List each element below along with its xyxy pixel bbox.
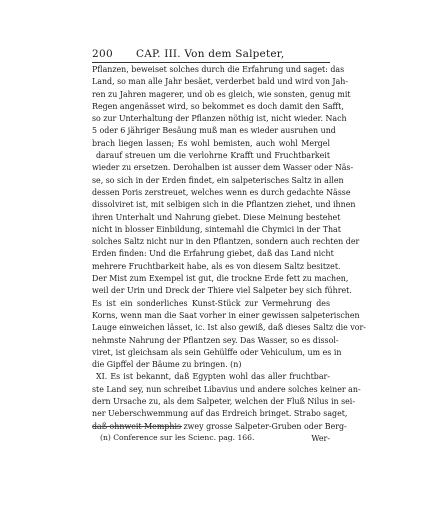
catchword: Wer- [311,433,330,443]
footnote: (n) Conference sur les Scienc. pag. 166. [100,433,255,442]
text-line: nicht in blosser Einbildung, sintemahl die Chymici in der That [92,224,341,234]
running-header [92,47,330,61]
text-line: ner Ueberschwemmung auf das Erdreich bringet. Strabo saget, [92,409,348,419]
text-line: Der Mist zum Exempel ist gut, die trockne Erde fett zu machen, [92,274,349,284]
text-line: Erden finden: Und die Erfahrung giebet, daß das Land nicht [92,249,334,259]
text-line: ihren Unterhalt und Nahrung giebet. Diese Meinung bestehet [92,212,341,222]
body-text [92,64,366,445]
text-line: XI. Es ist bekannt, daß Egypten wohl das aller fruchtbar- [96,372,330,382]
text-line: Land, so man alle Jahr besäet, verderbet bald und wird von Jah- [92,77,349,87]
text-line: 5 oder 6 jähriger Besäung muß man es wieder ausruhen und [92,126,336,136]
text-line: mehrere Fruchtbarkeit habe, als es von diesem Saltz besitzet. [92,261,341,271]
text-line: solches Saltz nicht nur in den Pflantzen, sondern auch rechten der [92,237,360,247]
header-rule [92,62,330,63]
text-line: Lauge einweichen lässet, ic. Ist also gewiß, daß dieses Saltz die vor- [92,323,366,333]
text-line: Pflanzen, beweiset solches durch die Erfahrung und saget: das [92,65,345,74]
text-line: darauf streuen um die verlohrne Krafft und Fruchtbarkeit [96,151,330,161]
text-line: daß ohnweit Memphis zwey grosse Salpeter-Gruben oder Berg- [92,421,347,431]
footnote-rule [92,426,182,427]
text-line: Regen angenässet wird, so bekommet es doch damit den Safft, [92,101,344,111]
text-line: viret, ist gleichsam als sein Gehülffe oder Vehiculum, um es in [92,347,342,357]
text-line: Korns, wenn man die Saat vorher in einer gewissen salpeterischen [92,310,360,320]
chapter-title: CAP. III. Von dem Salpeter, [136,48,285,60]
text-line: Es ist ein sonderliches Kunst-Stück zur Vermehrung des [92,298,330,308]
text-line: wieder zu ersetzen. Derohalben ist ausser dem Wasser oder Näs- [92,163,354,173]
text-line: dessen Poris zerstreuet, welches wenn es durch gedachte Nässe [92,187,351,197]
text-line: brach liegen lassen; Es wohl bemisten, auch wohl Mergel [92,138,330,148]
text-line: se, so sich in der Erden findet, ein salpeterisches Saltz in allen [92,175,344,185]
text-line: die Gipffel der Bäume zu bringen. (n) [92,360,242,370]
text-line: nehmste Nahrung der Pflantzen sey. Das Wasser, so es dissol- [92,335,339,345]
text-line: dern Ursache zu, als dem Salpeter, welchen der Fluß Nilus in sei- [92,397,355,407]
text-line: ste Land sey, nun schreibet Libavius und andere solches keiner an- [92,384,361,394]
text-line: weil der Urin und Dreck der Thiere viel Salpeter bey sich führet. [92,286,352,296]
page-number: 200 [92,48,113,60]
text-line: dissolviret ist, mit selbigen sich in die Pflantzen ziehet, und ihnen [92,200,356,210]
text-line: ren zu Jahren magerer, und ob es gleich, wie sonsten, genug mit [92,89,351,99]
text-line: so zur Unterhaltung der Pflanzen nöthig ist, nicht wieder. Nach [92,114,347,124]
